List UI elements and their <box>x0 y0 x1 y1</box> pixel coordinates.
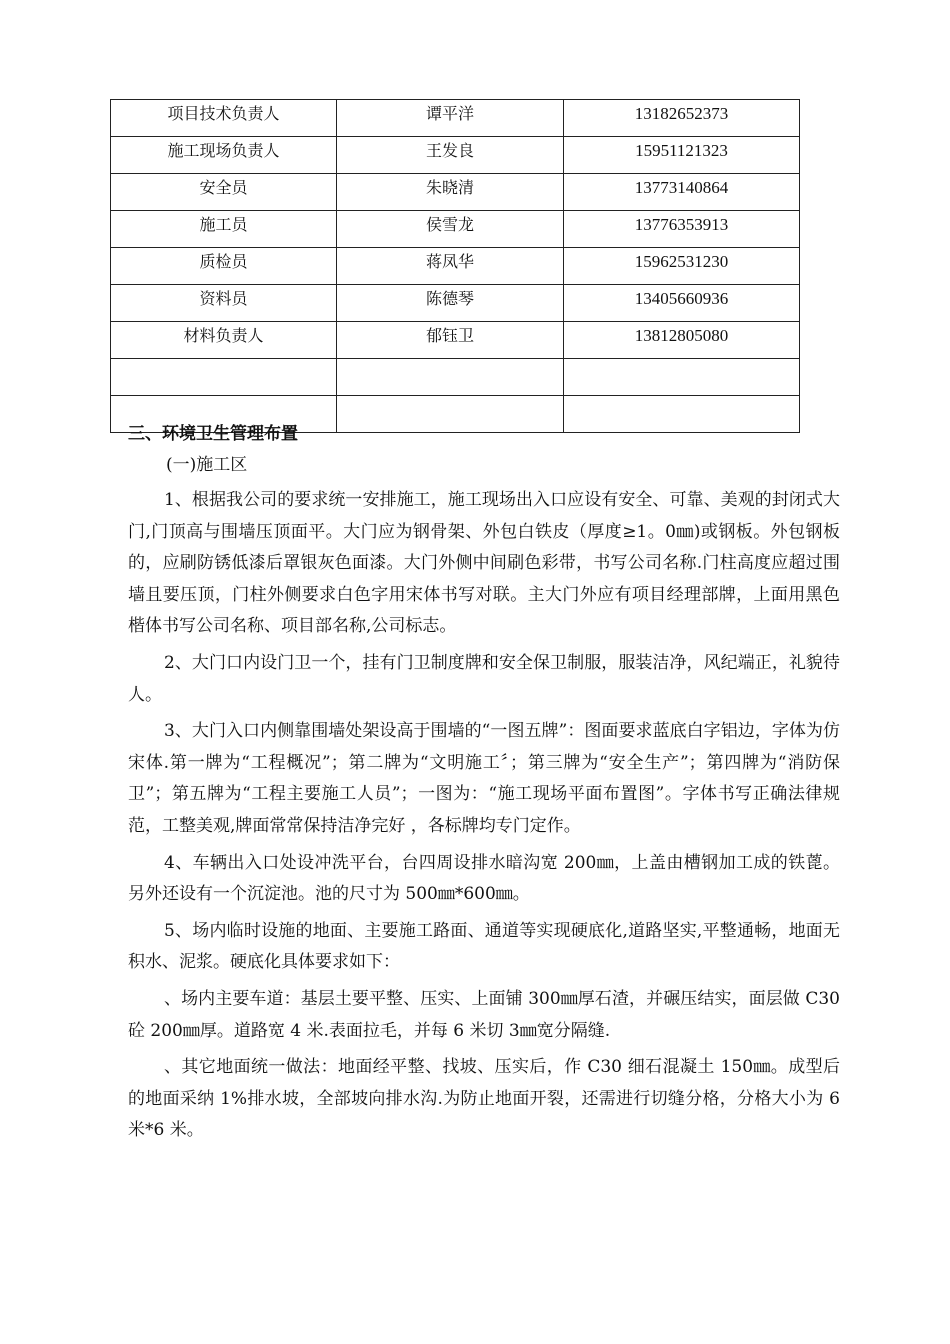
name-cell: 侯雪龙 <box>337 211 564 248</box>
role-cell: 施工员 <box>111 211 337 248</box>
paragraph: 3、大门入口内侧靠围墙处架设高于围墙的“一图五牌”：图面要求蓝底白字铝边，字体为仿宋体.第一牌为“工程概况”；第二牌为“文明施工〞；第三牌为“安全生产”；第四牌为“消防保卫”；第五牌为“工程主要施工人员”；一图为：“施工现场平面布置图”。字体书写正确法律规范，工整美观,牌面常常保持洁净完好 ，各标牌均专门定作。 <box>128 721 840 836</box>
table-row <box>111 100 800 137</box>
staff-contact-table <box>110 99 800 433</box>
paragraph: 4、车辆出入口处设冲洗平台，台四周设排水暗沟宽 200㎜，上盖由槽钢加工成的铁蓖。另外还设有一个沉淀池。池的尺寸为 500㎜*600㎜。 <box>128 852 840 905</box>
name-cell: 朱晓清 <box>337 174 564 211</box>
role-cell: 安全员 <box>111 174 337 211</box>
phone-cell: 13776353913 <box>564 211 800 248</box>
role-cell: 资料员 <box>111 285 337 322</box>
table-row <box>111 137 800 174</box>
name-cell: 陈德琴 <box>337 285 564 322</box>
name-cell: 谭平洋 <box>337 100 564 137</box>
paragraph: 、其它地面统一做法：地面经平整、找坡、压实后，作 C30 细石混凝土 150㎜。成型后的地面采纳 1%排水坡，全部坡向排水沟.为防止地面开裂，还需进行切缝分格，分格大小为 6 米*6 米。 <box>128 1057 840 1141</box>
paragraph: 2、大门口内设门卫一个，挂有门卫制度牌和安全保卫制服，服装洁净，风纪端正，礼貌待人。 <box>128 652 840 705</box>
phone-cell: 13182652373 <box>564 100 800 137</box>
paragraph: 1、根据我公司的要求统一安排施工，施工现场出入口应设有安全、可靠、美观的封闭式大门,门顶高与围墙压顶面平。大门应为钢骨架、外包白铁皮（厚度≥1。0㎜)或钢板。外包钢板的，应刷防锈低漆后罩银灰色面漆。大门外侧中间刷色彩带，书写公司名称.门柱高度应超过围墙且要压顶，门柱外侧要求白色字用宋体书写对联。主大门外应有项目经理部牌，上面用黑色楷体书写公司名称、项目部名称,公司标志。 <box>128 490 840 637</box>
role-cell <box>111 359 337 396</box>
section-heading: 三、环境卫生管理布置 <box>128 424 298 444</box>
paragraph: 、场内主要车道：基层土要平整、压实、上面铺 300㎜厚石渣，并碾压结实，面层做 C30 砼 200㎜厚。道路宽 4 米.表面拉毛，并每 6 米切 3㎜宽分隔缝. <box>128 988 840 1041</box>
name-cell <box>337 359 564 396</box>
phone-cell: 13773140864 <box>564 174 800 211</box>
section-subheading: (一)施工区 <box>166 455 248 475</box>
role-cell: 施工现场负责人 <box>111 137 337 174</box>
role-cell: 项目技术负责人 <box>111 100 337 137</box>
table-row <box>111 174 800 211</box>
role-cell: 材料负责人 <box>111 322 337 359</box>
phone-cell: 15951121323 <box>564 137 800 174</box>
section-body <box>128 420 840 1152</box>
name-cell: 蒋凤华 <box>337 248 564 285</box>
phone-cell <box>564 359 800 396</box>
phone-cell: 15962531230 <box>564 248 800 285</box>
table-row <box>111 322 800 359</box>
phone-cell: 13812805080 <box>564 322 800 359</box>
table-row <box>111 211 800 248</box>
phone-cell: 13405660936 <box>564 285 800 322</box>
name-cell: 王发良 <box>337 137 564 174</box>
name-cell: 郁钰卫 <box>337 322 564 359</box>
role-cell: 质检员 <box>111 248 337 285</box>
table-row <box>111 285 800 322</box>
table-row <box>111 248 800 285</box>
table-row-empty <box>111 359 800 396</box>
paragraph: 5、场内临时设施的地面、主要施工路面、通道等实现硬底化,道路坚实,平整通畅，地面无积水、泥浆。硬底化具体要求如下： <box>128 920 840 973</box>
